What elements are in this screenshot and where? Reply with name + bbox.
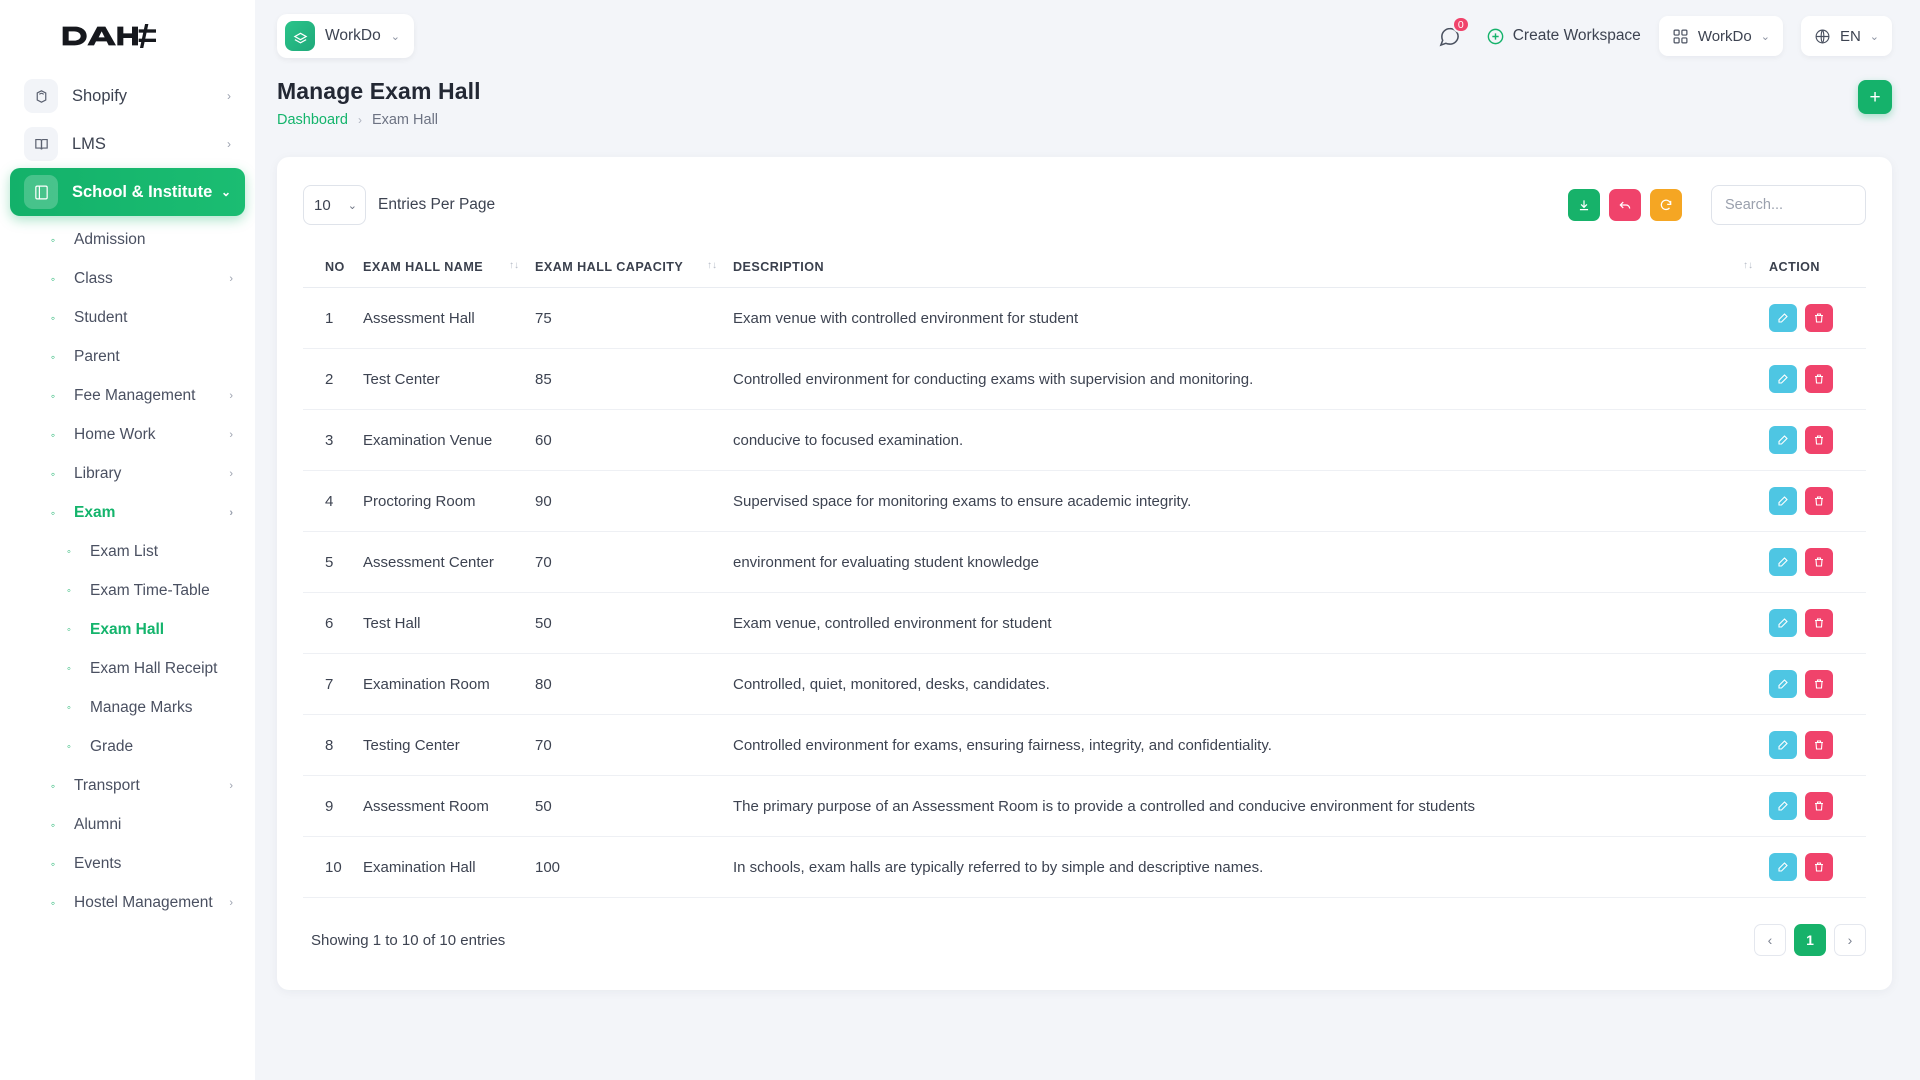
- download-icon: [1577, 198, 1591, 212]
- delete-row-button[interactable]: [1805, 731, 1833, 759]
- undo-icon: [1618, 198, 1632, 212]
- pencil-icon: [1777, 495, 1789, 507]
- breadcrumb-dashboard[interactable]: Dashboard: [277, 112, 348, 128]
- trash-icon: [1813, 739, 1825, 751]
- cell-description: Supervised space for monitoring exams to ensure academic integrity.: [725, 471, 1761, 532]
- cell-action: [1761, 410, 1866, 471]
- trash-icon: [1813, 434, 1825, 446]
- table-row: [303, 532, 1866, 593]
- table-header-row: [303, 247, 1866, 288]
- cell-capacity: 70: [527, 715, 725, 776]
- sidebar-item-school-institute[interactable]: [10, 168, 245, 216]
- sidebar-item-grade[interactable]: [10, 727, 245, 766]
- sidebar-nav: [0, 72, 255, 922]
- pencil-icon: [1777, 861, 1789, 873]
- pencil-icon: [1777, 434, 1789, 446]
- plus-circle-icon: [1486, 27, 1505, 46]
- cell-no: 3: [303, 410, 355, 471]
- sidebar-item-label: Transport: [74, 776, 140, 794]
- pencil-icon: [1777, 739, 1789, 751]
- pencil-icon: [1777, 556, 1789, 568]
- cell-action: [1761, 288, 1866, 349]
- bullet-icon: ◦: [50, 427, 56, 442]
- sidebar-item-events[interactable]: [10, 844, 245, 883]
- sidebar-item-label: Exam Hall: [90, 620, 165, 638]
- bullet-icon: ◦: [67, 701, 71, 714]
- chevron-right-icon: ›: [229, 272, 233, 285]
- cell-name: Assessment Hall: [355, 288, 527, 349]
- edit-row-button[interactable]: [1769, 426, 1797, 454]
- table-row: [303, 654, 1866, 715]
- cell-capacity: 75: [527, 288, 725, 349]
- edit-row-button[interactable]: [1769, 487, 1797, 515]
- cell-capacity: 50: [527, 776, 725, 837]
- cell-action: [1761, 593, 1866, 654]
- cell-no: 5: [303, 532, 355, 593]
- sidebar-item-label: Manage Marks: [90, 698, 193, 716]
- workspace-switcher[interactable]: [1659, 16, 1783, 56]
- table-footer: [303, 924, 1866, 956]
- table-row: [303, 776, 1866, 837]
- cell-no: 10: [303, 837, 355, 898]
- table-header: [303, 247, 1866, 288]
- chevron-down-icon: ⌄: [1869, 30, 1879, 43]
- table-action-buttons: [1568, 185, 1866, 225]
- cell-capacity: 100: [527, 837, 725, 898]
- book-icon: [24, 127, 58, 161]
- delete-row-button[interactable]: [1805, 853, 1833, 881]
- sidebar-item-manage-marks[interactable]: [10, 688, 245, 727]
- refresh-button[interactable]: [1650, 189, 1682, 221]
- sidebar-item-label: Home Work: [74, 425, 156, 443]
- cell-description: Controlled, quiet, monitored, desks, candidates.: [725, 654, 1761, 715]
- workspace-pill[interactable]: [277, 14, 414, 58]
- language-label: EN: [1839, 27, 1861, 45]
- cell-action: [1761, 837, 1866, 898]
- chevron-right-icon: ›: [357, 113, 362, 127]
- sidebar-item-parent[interactable]: [10, 337, 245, 376]
- trash-icon: [1813, 617, 1825, 629]
- sidebar-item-label: Parent: [74, 347, 120, 365]
- cell-capacity: 90: [527, 471, 725, 532]
- chevron-right-icon: ›: [229, 389, 233, 402]
- cell-name: Assessment Center: [355, 532, 527, 593]
- sidebar: [0, 0, 255, 1080]
- bullet-icon: ◦: [50, 310, 56, 325]
- refresh-icon: [1659, 198, 1673, 212]
- cell-capacity: 80: [527, 654, 725, 715]
- bullet-icon: ◦: [50, 817, 56, 832]
- sidebar-item-exam-time-table[interactable]: [10, 571, 245, 610]
- chevron-right-icon: ›: [229, 896, 233, 909]
- sidebar-item-fee-management[interactable]: [10, 376, 245, 415]
- chevron-right-icon: ›: [229, 428, 233, 441]
- sidebar-item-alumni[interactable]: [10, 805, 245, 844]
- trash-icon: [1813, 312, 1825, 324]
- bullet-icon: ◦: [67, 662, 71, 675]
- cell-description: Exam venue with controlled environment for student: [725, 288, 1761, 349]
- cell-name: Examination Venue: [355, 410, 527, 471]
- cell-name: Testing Center: [355, 715, 527, 776]
- sidebar-item-label: Grade: [90, 737, 134, 755]
- undo-button[interactable]: [1609, 189, 1641, 221]
- bullet-icon: ◦: [50, 232, 56, 247]
- column-no: NO: [303, 247, 355, 288]
- bullet-icon: ◦: [50, 895, 56, 910]
- trash-icon: [1813, 495, 1825, 507]
- bullet-icon: ◦: [50, 466, 56, 481]
- sidebar-item-exam-list[interactable]: [10, 532, 245, 571]
- cell-capacity: 70: [527, 532, 725, 593]
- chevron-right-icon: ›: [227, 137, 231, 151]
- sidebar-item-label: Shopify: [72, 86, 128, 105]
- breadcrumb: [277, 112, 1892, 128]
- cell-no: 6: [303, 593, 355, 654]
- delete-row-button[interactable]: [1805, 670, 1833, 698]
- top-bar: [255, 0, 1920, 72]
- sidebar-item-label: Fee Management: [74, 386, 196, 404]
- chevron-down-icon: ⌄: [220, 185, 231, 199]
- pencil-icon: [1777, 373, 1789, 385]
- sidebar-item-home-work[interactable]: [10, 415, 245, 454]
- pencil-icon: [1777, 312, 1789, 324]
- cell-description: Controlled environment for exams, ensuring fairness, integrity, and confidentiality.: [725, 715, 1761, 776]
- cell-name: Test Hall: [355, 593, 527, 654]
- entries-select[interactable]: [303, 185, 366, 225]
- sidebar-item-label: Exam: [74, 503, 116, 521]
- column-exam-hall-name[interactable]: EXAM HALL NAME ↑↓: [355, 247, 527, 288]
- page-header: [255, 72, 1920, 128]
- chevron-down-icon: ⌄: [390, 30, 400, 43]
- bullet-icon: ◦: [50, 271, 56, 286]
- sidebar-item-class[interactable]: [10, 259, 245, 298]
- bullet-icon: ◦: [50, 856, 56, 871]
- table-row: [303, 410, 1866, 471]
- globe-icon: [1814, 28, 1831, 45]
- delete-row-button[interactable]: [1805, 487, 1833, 515]
- sidebar-item-label: Class: [74, 269, 113, 287]
- bullet-icon: ◦: [67, 584, 71, 597]
- pencil-icon: [1777, 617, 1789, 629]
- chat-button[interactable]: [1432, 18, 1468, 54]
- chevron-right-icon: ›: [227, 89, 231, 103]
- school-icon: [24, 175, 58, 209]
- delete-row-button[interactable]: [1805, 548, 1833, 576]
- create-workspace-button[interactable]: [1486, 27, 1641, 46]
- sidebar-item-label: Admission: [74, 230, 146, 248]
- cell-no: 2: [303, 349, 355, 410]
- cell-action: [1761, 471, 1866, 532]
- main-content: [255, 0, 1920, 1080]
- table-row: [303, 593, 1866, 654]
- add-exam-hall-button[interactable]: +: [1858, 80, 1892, 114]
- cell-no: 4: [303, 471, 355, 532]
- sidebar-item-label: LMS: [72, 134, 106, 153]
- sidebar-submenu-exam: [10, 532, 245, 766]
- pagination: [1754, 924, 1866, 956]
- cell-capacity: 50: [527, 593, 725, 654]
- sidebar-item-label: Events: [74, 854, 122, 872]
- sidebar-item-exam-hall[interactable]: [10, 610, 245, 649]
- sidebar-item-label: Exam List: [90, 542, 159, 560]
- cell-name: Proctoring Room: [355, 471, 527, 532]
- sidebar-item-label: Exam Hall Receipt: [90, 659, 218, 677]
- entries-per-page: [303, 185, 495, 225]
- bullet-icon: ◦: [50, 349, 56, 364]
- exam-hall-card: [277, 157, 1892, 990]
- brand-logo[interactable]: [0, 0, 255, 72]
- cell-capacity: 85: [527, 349, 725, 410]
- trash-icon: [1813, 861, 1825, 873]
- create-workspace-label: Create Workspace: [1512, 27, 1641, 44]
- workspace-switch-label: WorkDo: [1697, 27, 1752, 45]
- edit-row-button[interactable]: [1769, 731, 1797, 759]
- cell-action: [1761, 654, 1866, 715]
- table-row: [303, 837, 1866, 898]
- sort-icon[interactable]: ↑↓: [509, 260, 519, 271]
- trash-icon: [1813, 556, 1825, 568]
- column-exam-hall-capacity[interactable]: EXAM HALL CAPACITY ↑↓: [527, 247, 725, 288]
- edit-row-button[interactable]: [1769, 853, 1797, 881]
- bullet-icon: ◦: [50, 505, 56, 520]
- sidebar-item-label: Hostel Management: [74, 893, 213, 911]
- entries-select-wrap: [303, 185, 366, 225]
- bullet-icon: ◦: [67, 740, 71, 753]
- workspace-icon: [285, 21, 315, 51]
- page-title: Manage Exam Hall: [277, 78, 481, 104]
- cell-name: Examination Hall: [355, 837, 527, 898]
- cell-no: 7: [303, 654, 355, 715]
- bullet-icon: ◦: [67, 623, 71, 636]
- column-description[interactable]: DESCRIPTION ↑↓: [725, 247, 1761, 288]
- sidebar-item-transport[interactable]: [10, 766, 245, 805]
- edit-row-button[interactable]: [1769, 792, 1797, 820]
- table-body: [303, 288, 1866, 898]
- cell-action: [1761, 715, 1866, 776]
- sidebar-item-hostel-management[interactable]: [10, 883, 245, 922]
- cell-name: Examination Room: [355, 654, 527, 715]
- sidebar-submenu-school: [10, 216, 245, 922]
- edit-row-button[interactable]: [1769, 609, 1797, 637]
- delete-row-button[interactable]: [1805, 365, 1833, 393]
- cell-name: Test Center: [355, 349, 527, 410]
- sort-icon[interactable]: ↑↓: [1743, 260, 1753, 271]
- sidebar-item-label: Exam Time-Table: [90, 581, 210, 599]
- cell-description: The primary purpose of an Assessment Room is to provide a controlled and conducive environment for students: [725, 776, 1761, 837]
- sidebar-item-admission[interactable]: [10, 220, 245, 259]
- delete-row-button[interactable]: [1805, 609, 1833, 637]
- cell-description: Controlled environment for conducting exams with supervision and monitoring.: [725, 349, 1761, 410]
- bullet-icon: ◦: [50, 388, 56, 403]
- edit-row-button[interactable]: [1769, 670, 1797, 698]
- cell-no: 1: [303, 288, 355, 349]
- edit-row-button[interactable]: [1769, 304, 1797, 332]
- cell-action: [1761, 532, 1866, 593]
- pencil-icon: [1777, 800, 1789, 812]
- delete-row-button[interactable]: [1805, 426, 1833, 454]
- column-action: ACTION: [1761, 247, 1866, 288]
- table-toolbar: [303, 185, 1866, 225]
- sidebar-item-label: School & Institute: [72, 182, 213, 201]
- cell-capacity: 60: [527, 410, 725, 471]
- edit-row-button[interactable]: [1769, 548, 1797, 576]
- cell-name: Assessment Room: [355, 776, 527, 837]
- grid-icon: [1672, 28, 1689, 45]
- sidebar-item-label: Student: [74, 308, 128, 326]
- sidebar-item-shopify[interactable]: [10, 72, 245, 120]
- download-button[interactable]: [1568, 189, 1600, 221]
- table-row: [303, 349, 1866, 410]
- cell-description: Exam venue, controlled environment for student: [725, 593, 1761, 654]
- cell-action: [1761, 349, 1866, 410]
- breadcrumb-current: Exam Hall: [371, 112, 439, 128]
- cell-description: conducive to focused examination.: [725, 410, 1761, 471]
- sort-icon[interactable]: ↑↓: [707, 260, 717, 271]
- shopify-icon: [24, 79, 58, 113]
- pagination-next-button[interactable]: ›: [1834, 924, 1866, 956]
- chevron-right-icon: ›: [229, 779, 233, 792]
- pencil-icon: [1777, 678, 1789, 690]
- pagination-page-1[interactable]: 1: [1794, 924, 1826, 956]
- delete-row-button[interactable]: [1805, 792, 1833, 820]
- table-row: [303, 471, 1866, 532]
- delete-row-button[interactable]: [1805, 304, 1833, 332]
- trash-icon: [1813, 678, 1825, 690]
- chevron-down-icon: ⌄: [347, 200, 357, 212]
- sidebar-item-library[interactable]: [10, 454, 245, 493]
- cell-no: 8: [303, 715, 355, 776]
- exam-hall-table: [303, 247, 1866, 898]
- cell-no: 9: [303, 776, 355, 837]
- workspace-name: WorkDo: [325, 27, 381, 44]
- language-switcher[interactable]: [1801, 16, 1892, 56]
- showing-entries-label: Showing 1 to 10 of 10 entries: [311, 931, 506, 949]
- cell-description: In schools, exam halls are typically referred to by simple and descriptive names.: [725, 837, 1761, 898]
- cell-action: [1761, 776, 1866, 837]
- sidebar-item-label: Library: [74, 464, 122, 482]
- bullet-icon: ◦: [50, 778, 56, 793]
- table-row: [303, 715, 1866, 776]
- edit-row-button[interactable]: [1769, 365, 1797, 393]
- sidebar-item-lms[interactable]: [10, 120, 245, 168]
- pagination-prev-button[interactable]: ‹: [1754, 924, 1786, 956]
- search-input[interactable]: [1711, 185, 1866, 225]
- trash-icon: [1813, 800, 1825, 812]
- entries-per-page-label: Entries Per Page: [378, 196, 496, 213]
- chevron-right-icon: ›: [229, 506, 233, 519]
- table-row: [303, 288, 1866, 349]
- chevron-down-icon: ⌄: [1760, 30, 1770, 43]
- bullet-icon: ◦: [67, 545, 71, 558]
- cell-description: environment for evaluating student knowledge: [725, 532, 1761, 593]
- sidebar-item-label: Alumni: [74, 815, 122, 833]
- sidebar-item-student[interactable]: [10, 298, 245, 337]
- sidebar-item-exam-hall-receipt[interactable]: [10, 649, 245, 688]
- chat-badge: 0: [1452, 16, 1470, 33]
- chevron-right-icon: ›: [229, 467, 233, 480]
- trash-icon: [1813, 373, 1825, 385]
- top-bar-right: [1432, 16, 1892, 56]
- sidebar-item-exam[interactable]: [10, 493, 245, 532]
